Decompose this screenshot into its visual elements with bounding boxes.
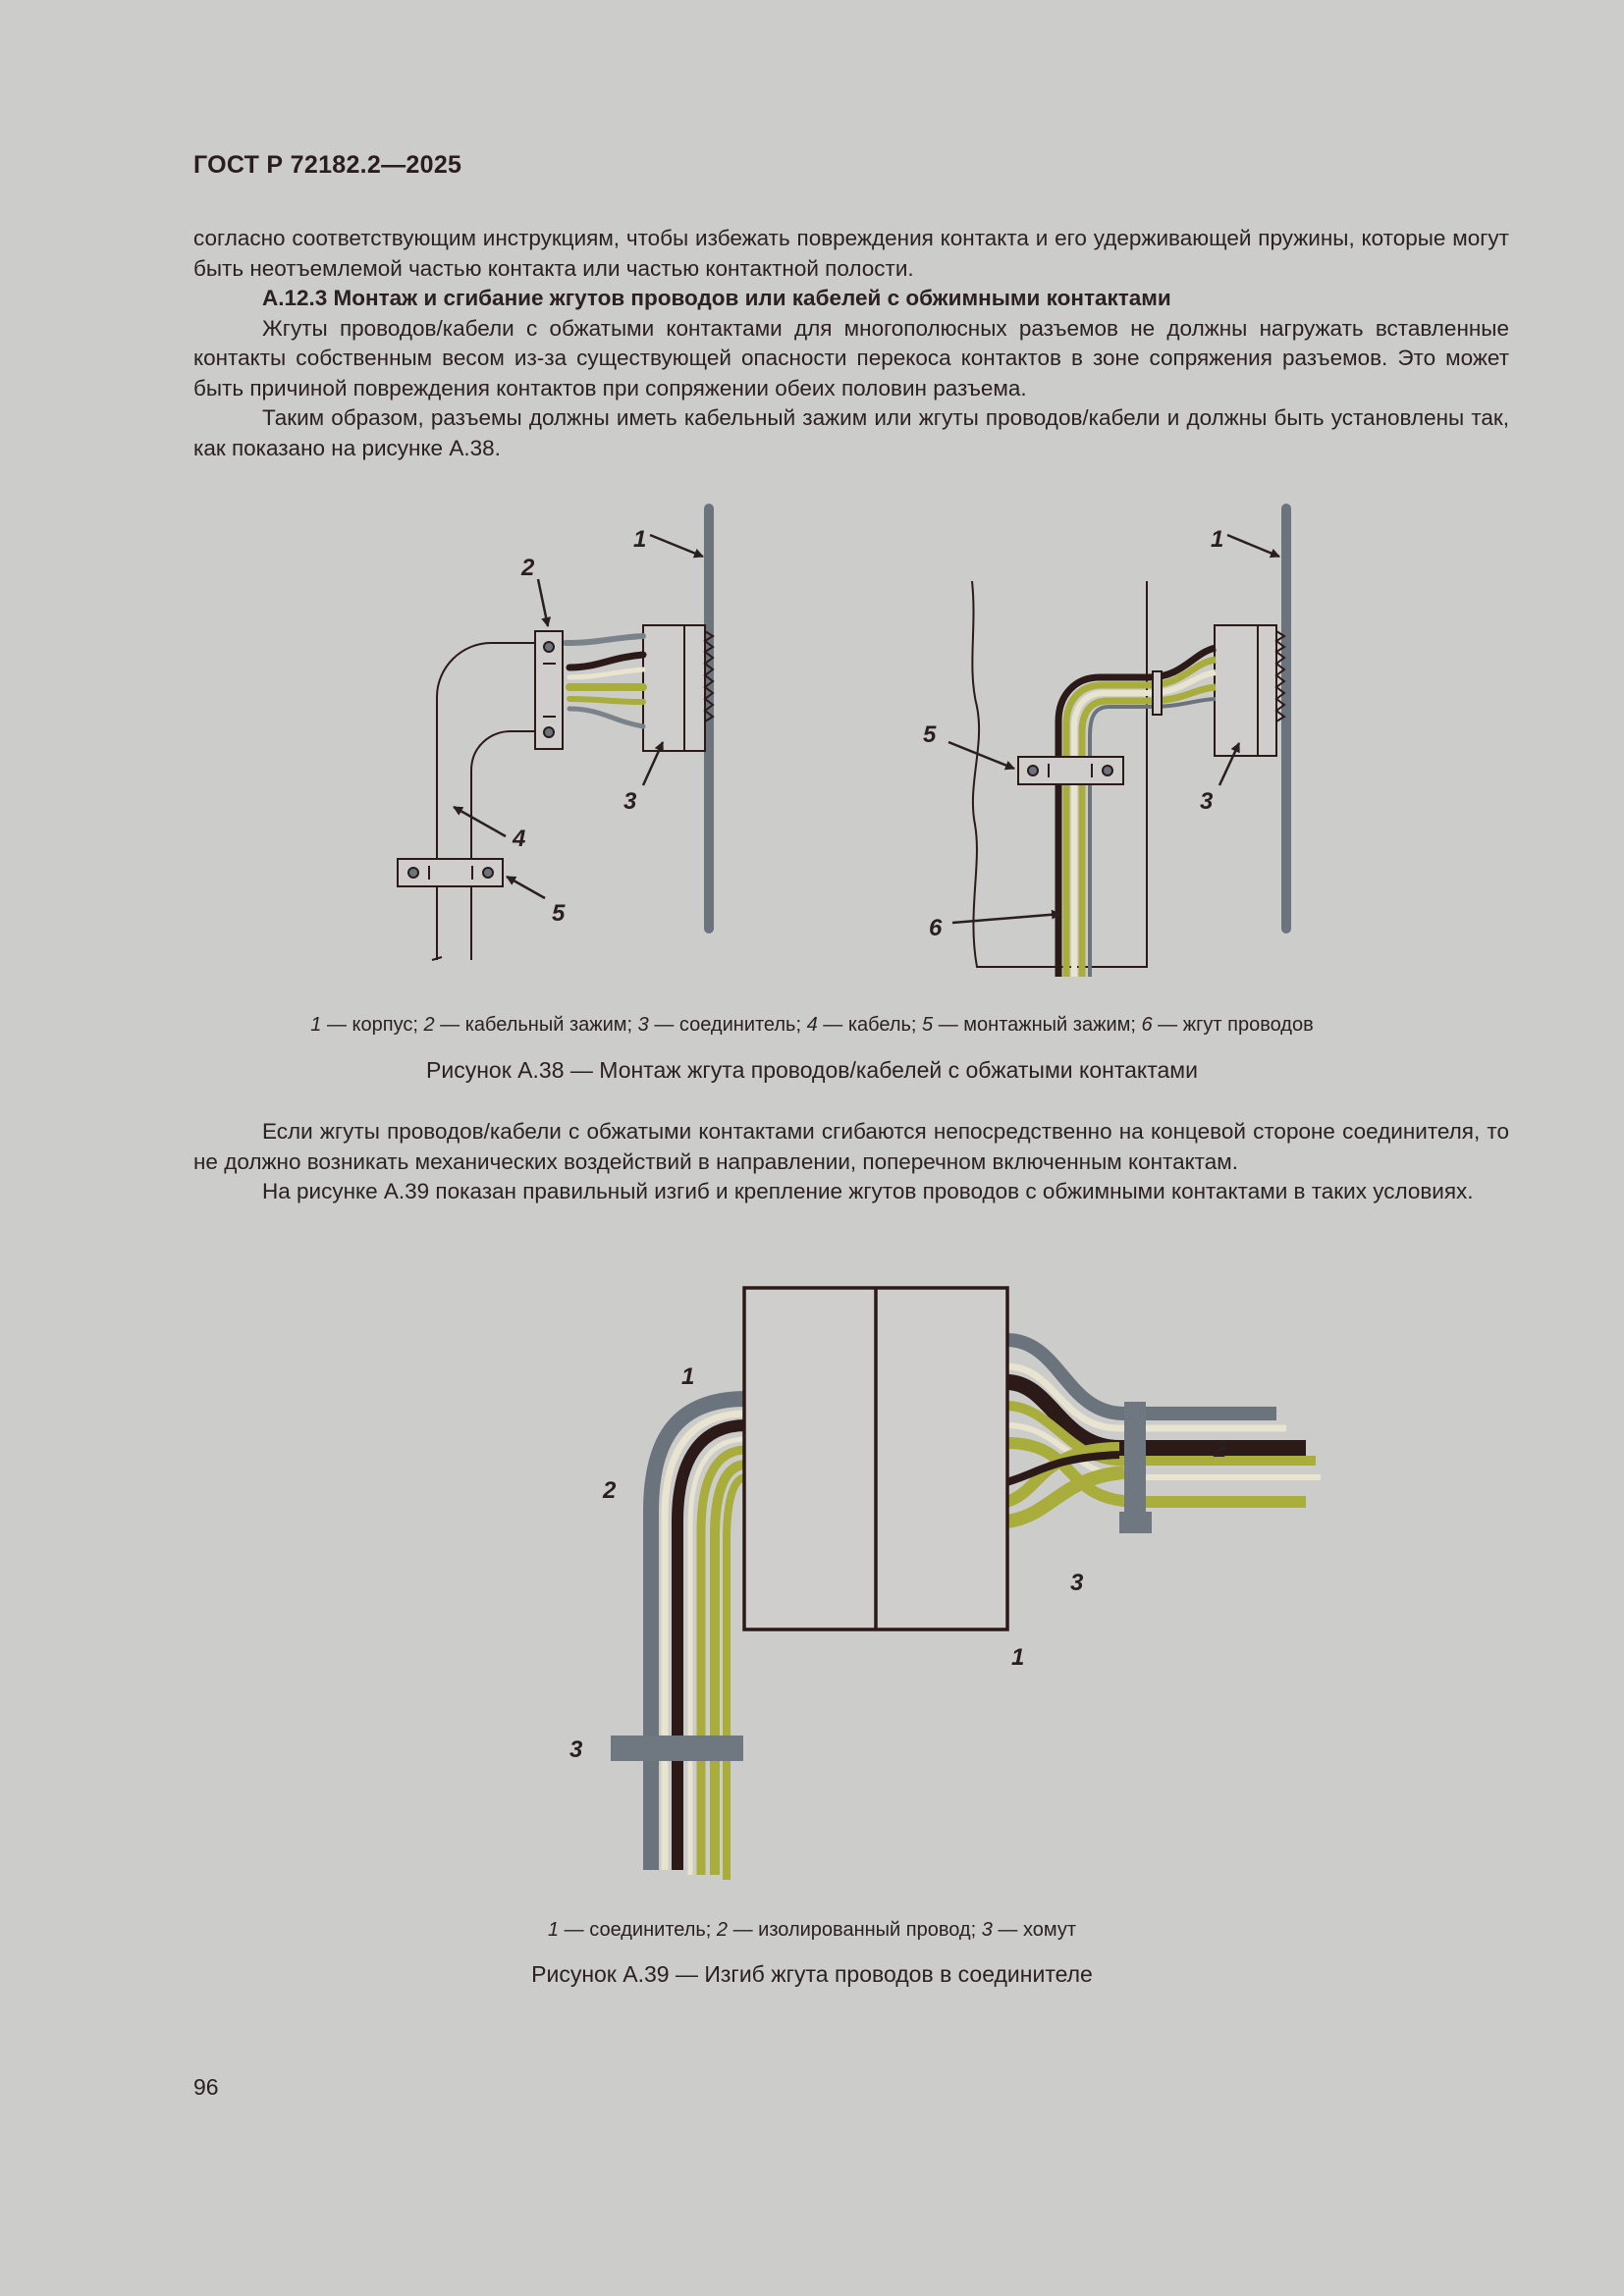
paragraph: На рисунке А.39 показан правильный изгиб и крепление жгутов проводов с обжимными контактами в таких условиях. (262, 1179, 1474, 1203)
paragraph: Жгуты проводов/кабели с обжатыми контактами для многополюсных разъемов не должны нагружать вставленные контакты собственным весом из-за существующей опасности перекоса контактов в зоне сопряжения разъемов. Это может быть причиной повреждения контактов при сопряжении обеих половин разъема. (193, 315, 1509, 400)
connector (744, 1288, 1007, 1629)
label-2: 2 (1214, 1436, 1227, 1463)
label-6: 6 (929, 915, 943, 941)
label-1: 1 (681, 1363, 695, 1390)
wire-bundle-right (1006, 1340, 1321, 1522)
paragraph: Если жгуты проводов/кабели с обжатыми контактами сгибаются непосредственно на концевой стороне соединителя, то не должно возникать механических воздействий в направлении, поперечном включенным контактам. (193, 1119, 1509, 1174)
wire-bundle-left (651, 1399, 746, 1880)
label-2: 2 (603, 1477, 617, 1504)
figure-a38-legend: 1 — корпус; 2 — кабельный зажим; 3 — соединитель; 4 — кабель; 5 — монтажный зажим; 6 — жгут проводов (310, 1014, 1314, 1036)
label-4: 4 (513, 826, 526, 852)
document-header: ГОСТ Р 72182.2—2025 (193, 151, 462, 179)
label-5: 5 (923, 721, 937, 748)
page-number: 96 (193, 2074, 219, 2100)
label-1: 1 (1011, 1644, 1025, 1671)
clamp (611, 1735, 743, 1761)
label-1: 1 (633, 526, 647, 553)
label-3: 3 (623, 788, 637, 815)
figure-a39-legend: 1 — соединитель; 2 — изолированный провод; 3 — хомут (547, 1919, 1076, 1941)
clamp (1119, 1402, 1152, 1533)
label-5: 5 (552, 900, 566, 927)
figure-a38-caption: Рисунок А.38 — Монтаж жгута проводов/кабелей с обжатыми контактами (426, 1057, 1198, 1083)
paragraph: согласно соответствующим инструкциям, чтобы избежать повреждения контакта и его удерживающей пружины, которые могут быть неотъемлемой частью контакта или частью контактной полости. (193, 226, 1509, 281)
label-3: 3 (569, 1736, 583, 1763)
section-heading: А.12.3 Монтаж и сгибание жгутов проводов или кабелей с обжимными контактами (262, 286, 1171, 310)
paragraph: Таким образом, разъемы должны иметь кабельный зажим или жгуты проводов/кабели и должны быть установлены так, как показано на рисунке А.38. (193, 405, 1509, 460)
label-3: 3 (1200, 788, 1214, 815)
figure-a39-caption: Рисунок А.39 — Изгиб жгута проводов в соединителе (531, 1961, 1093, 1987)
label-2: 2 (521, 555, 535, 581)
label-1: 1 (1211, 526, 1224, 553)
label-3: 3 (1070, 1570, 1084, 1596)
